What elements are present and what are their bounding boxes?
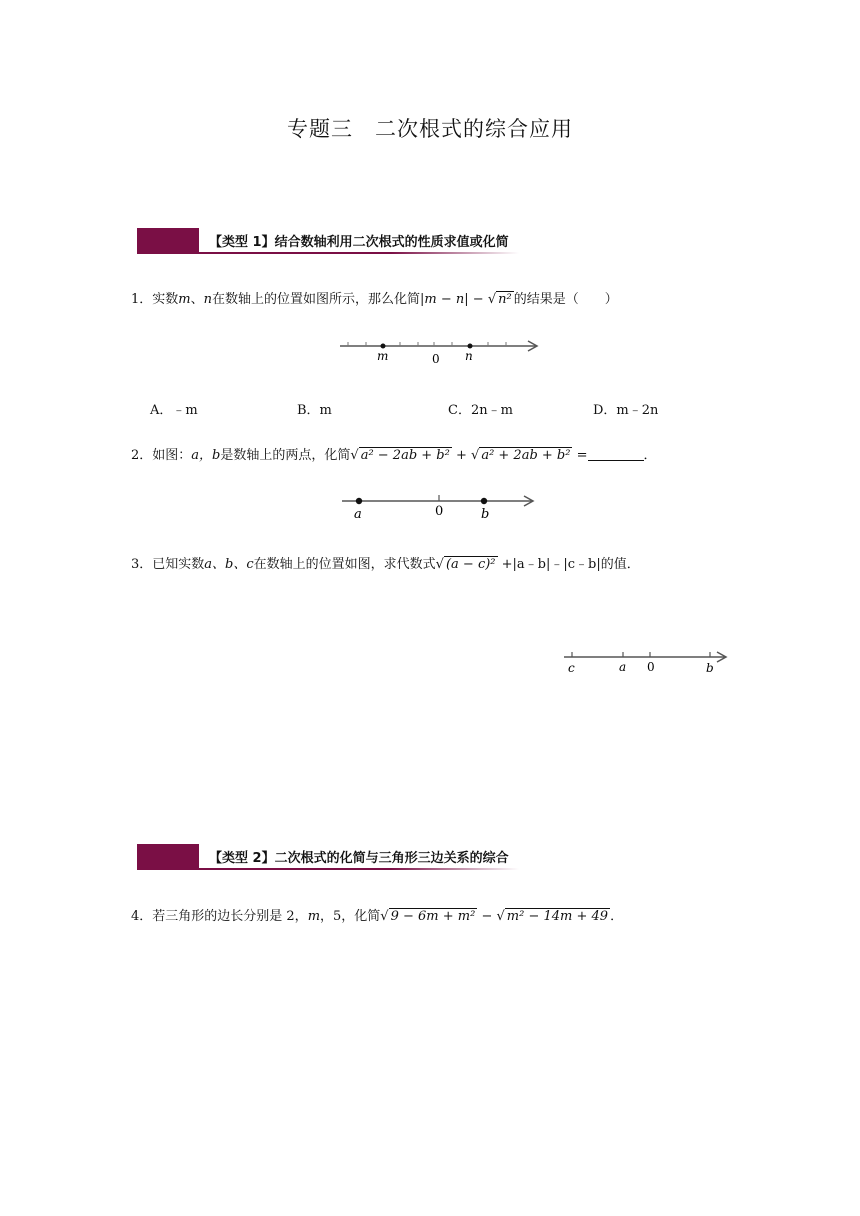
minus-sign: − [468, 292, 488, 307]
vars-abc: a、b、c [204, 557, 254, 572]
point-n [468, 344, 473, 349]
question-number: 1． [131, 292, 153, 307]
section-banner-1 [137, 228, 577, 254]
axis-label: b [481, 507, 490, 522]
question-1 [131, 290, 618, 310]
radicand: m² − 14m + 49 [506, 909, 609, 924]
question-text: 实数 [152, 292, 179, 307]
sqrt-symbol: √ [435, 557, 444, 572]
section-banner-2 [137, 844, 577, 870]
separator: 、 [190, 292, 204, 307]
point-m [381, 344, 386, 349]
radicand: (a − c)² [445, 557, 496, 572]
point-a [356, 498, 362, 504]
question-text: 在数轴上的位置如图所示，那么化简 [212, 292, 421, 307]
point-b [481, 498, 487, 504]
axis-label: m [377, 349, 389, 363]
number-line-1 [338, 336, 548, 368]
section-label: 【类型 2】二次根式的化简与三角形三边关系的综合 [209, 851, 509, 866]
question-text: 已知实数 [152, 557, 205, 572]
axis-label: a [354, 507, 362, 522]
question-2 [131, 446, 657, 466]
axis-label: 0 [435, 504, 444, 519]
axis-label: 0 [432, 352, 440, 366]
sqrt-symbol: √ [487, 292, 497, 307]
banner-accent [137, 844, 199, 870]
axis-label: n [465, 349, 473, 363]
question-text: 如图： [152, 448, 192, 463]
minus-sign: − [477, 909, 497, 924]
plus-sign: + [451, 448, 472, 463]
radicand: a² − 2ab + b² [360, 448, 450, 463]
question-text: 在数轴上的位置如图，求代数式 [253, 557, 436, 572]
sqrt-symbol: √ [471, 448, 480, 463]
sqrt-symbol: √ [496, 909, 505, 924]
banner-underline [199, 868, 519, 870]
number-line-3 [562, 648, 734, 678]
var-m: m [307, 909, 321, 924]
question-text: 的结果是（ ） [513, 292, 618, 307]
sqrt-symbol: √ [350, 448, 359, 463]
section-label: 【类型 1】结合数轴利用二次根式的性质求值或化简 [209, 235, 509, 250]
question-number: 2． [131, 448, 153, 463]
period: ． [643, 448, 657, 463]
question-number: 4． [131, 909, 153, 924]
sqrt-symbol: √ [380, 909, 389, 924]
question-3 [131, 555, 640, 575]
abs-expression: |m − n| [420, 292, 469, 307]
banner-accent [137, 228, 199, 254]
number-line-2 [340, 490, 540, 522]
choice-d[interactable]: D．m﹣2n [593, 403, 659, 418]
question-4 [131, 907, 623, 927]
var-n: n [203, 292, 213, 307]
axis-label: c [568, 661, 575, 675]
radicand: n² [498, 292, 512, 307]
page-title: 专题三 二次根式的综合应用 [287, 117, 573, 141]
question-text: ，5，化简 [320, 909, 381, 924]
question-text: +|a﹣b|﹣|c﹣b|的值． [497, 557, 640, 572]
var-m: m [178, 292, 191, 307]
choice-c[interactable]: C．2n﹣m [448, 403, 513, 418]
question-text: 是数轴上的两点，化简 [220, 448, 351, 463]
question-text: 若三角形的边长分别是 2， [152, 909, 308, 924]
choice-b[interactable]: B．m [297, 403, 332, 418]
equals-sign: = [572, 448, 588, 463]
banner-underline [199, 252, 519, 254]
choice-a[interactable]: A．﹣m [150, 403, 198, 418]
radicand: 9 − 6m + m² [390, 909, 476, 924]
period: ． [610, 909, 624, 924]
question-number: 3． [131, 557, 153, 572]
vars-ab: a，b [191, 448, 221, 463]
axis-label: a [619, 660, 627, 674]
axis-label: 0 [647, 660, 655, 674]
answer-blank[interactable] [588, 446, 644, 461]
axis-label: b [706, 661, 714, 675]
radicand: a² + 2ab + b² [481, 448, 571, 463]
